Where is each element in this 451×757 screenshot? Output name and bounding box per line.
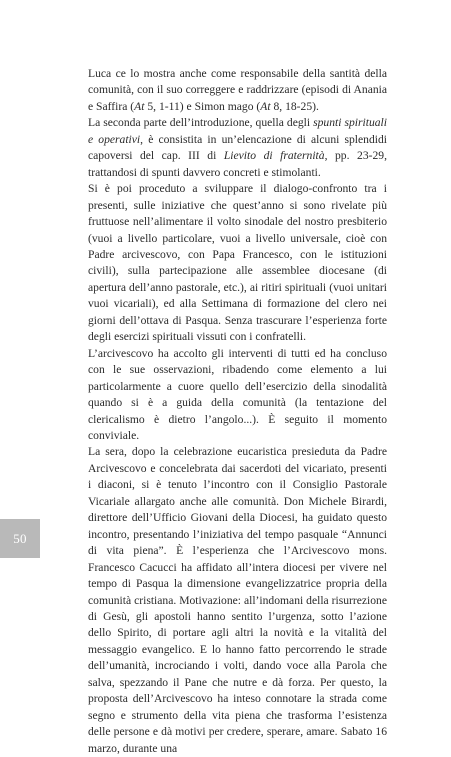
paragraph [88, 346, 387, 445]
paragraph [88, 444, 387, 757]
paragraph [88, 181, 387, 346]
page-number-tab [0, 519, 40, 558]
paragraph [88, 115, 387, 181]
text-run: Si è poi proceduto a sviluppare il dialogo-confronto tra i presenti, sulle iniziative che quest’anno si sono rivelate più fruttuose nell’alimentare il volto sinodale del nostro presbiterio (vuoi a livello particolare, vuoi a livello universale, cioè con Padre arcivescovo, con Papa Francesco, con le istituzioni civili), sulla partecipazione alle assemblee diocesane (di apertura dell’anno pastorale, etc.), ai ritiri spirituali (vuoi unitari vuoi vicariali), ed alla Settimana di formazione del clero nei giorni dell’ottava di Pasqua. Senza trascurare l’esperienza forte degli esercizi spirituali vissuti con i confratelli. [88, 182, 387, 344]
text-run: , pp. 23-29, trattandosi di spunti davvero concreti e stimolanti. [88, 149, 387, 179]
text-run: Luca ce lo mostra anche come responsabile della santità della comunità, con il suo correggere e raddrizzare (episodi di Anania e Saffira ( [88, 67, 387, 113]
italic-text: At [260, 99, 271, 113]
italic-text: spunti spirituali e operativi [88, 116, 387, 146]
text-run: La sera, dopo la celebrazione eucaristica presieduta da Padre Arcivescovo e concelebrata dai sacerdoti del vicariato, presenti i diaconi, si è tenuto l’incontro con il Consiglio Pastorale Vicariale allargato anche alle comunità. Don Michele Birardi, direttore dell’Ufficio Giovani della Diocesi, ha guidato questo incontro, presentando l’iniziativa del tempo pasquale “Annunci di vita piena”. È l’esperienza che l’Arcivescovo mons. Francesco Cacucci ha affidato all’intera diocesi per vivere nel tempo di Pasqua la dimensione evangelizzatrice propria della comunità cristiana. Motivazione: all’indomani della risurrezione di Gesù, gli apostoli hanno sentito l’urgenza, sotto l’azione dello Spirito, di portare agli altri la novità e la vitalità del messaggio evangelico. E lo hanno fatto percorrendo le strade dell’umanità, incrociando i volti, dando voce alla Parola che salva, spezzando il Pane che nutre e dà forza. Per questo, la proposta dell’Arcivescovo ha inteso connotare la strada come segno e strumento della vita piena che trasforma l’esistenza delle persone e dà motivi per credere, sperare, amare. Sabato 16 marzo, durante una [88, 445, 387, 755]
page-number: 50 [13, 530, 27, 546]
text-run: L’arcivescovo ha accolto gli interventi di tutti ed ha concluso con le sue osservazioni, ribadendo come elemento a lui particolarmente a cuore quello dell’esercizio della sinodalità quando si è a guida della comunità (la tentazione del clericalismo è dietro l’angolo...). È seguito il momento conviviale. [88, 346, 387, 442]
text-run: 8, 18-25). [270, 99, 319, 113]
paragraph [88, 66, 387, 115]
text-run: La seconda parte dell’introduzione, quella degli [88, 116, 314, 130]
text-run: 5, 1-11) e Simon mago ( [144, 99, 261, 113]
text-run: , è consistita in un’elencazione di alcuni splendidi capoversi del cap. III di [88, 132, 387, 163]
italic-text: At [134, 99, 145, 113]
body-text [88, 66, 387, 757]
italic-text: Lievito di fraternità [223, 149, 325, 163]
